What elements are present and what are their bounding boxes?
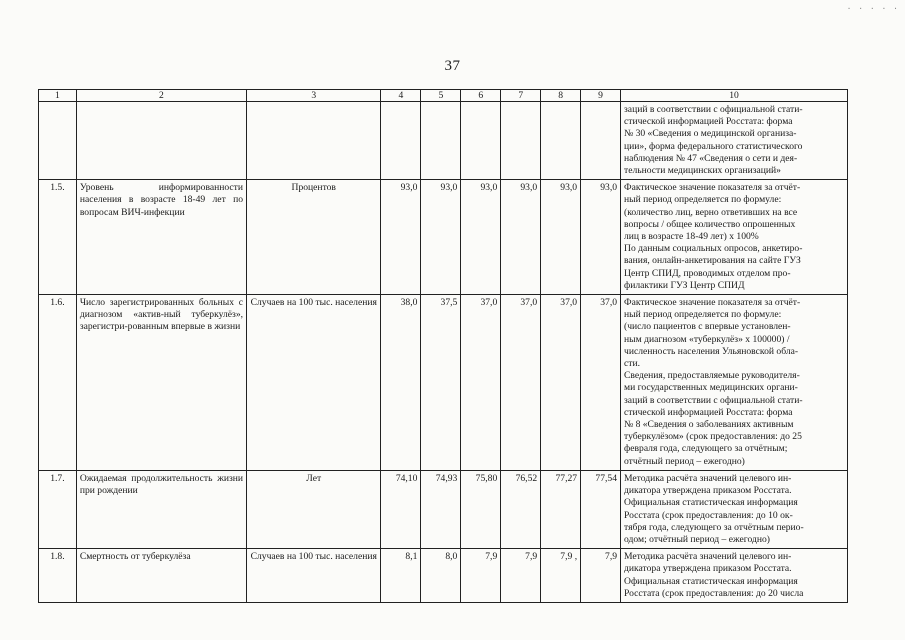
note-line: ный период определяется по формуле: (624, 309, 782, 321)
note-line: сти. (624, 358, 640, 370)
target-value: 37,0 (461, 295, 501, 471)
header-cell: 3 (247, 90, 381, 102)
header-cell: 6 (461, 90, 501, 102)
methodology-note (621, 470, 848, 548)
note-line: отчётный период – ежегодно) (624, 455, 745, 467)
note-line: ми государственных медицинских органи- (624, 382, 798, 394)
note-line: Росстата (срок предоставления: до 20 числа (624, 587, 804, 599)
header-cell: 7 (501, 90, 541, 102)
unit-of-measure: Случаев на 100 тыс. населения (247, 549, 381, 603)
note-line: стической информацией Росстата: форма (624, 406, 793, 418)
note-line: заций в соответствии с официальной стати- (624, 394, 803, 406)
target-value: 38,0 (381, 295, 421, 471)
note-line: туберкулёзом» (срок предоставления: до 25 (624, 431, 802, 443)
target-value: 75,80 (461, 470, 501, 548)
header-cell: 1 (39, 90, 77, 102)
methodology-note (621, 102, 848, 180)
note-line: дикатора утверждена приказом Росстата. (624, 563, 792, 575)
target-value: 93,0 (581, 180, 621, 295)
target-value: 93,0 (381, 180, 421, 295)
table-row (39, 102, 848, 180)
note-line: филактики ГУЗ Центр СПИД (624, 279, 745, 291)
note-line: (число пациентов с впервые установлен- (624, 321, 791, 333)
indicator-name: Смертность от туберкулёза (76, 549, 246, 603)
note-line: тября года, следующего за отчётным перио- (624, 521, 804, 533)
note-line: Методика расчёта значений целевого ин- (624, 551, 792, 563)
note-line: ный период определяется по формуле: (624, 194, 782, 206)
note-line: дикатора утверждена приказом Росстата. (624, 485, 792, 497)
methodology-note (621, 180, 848, 295)
target-value: 8,1 (381, 549, 421, 603)
note-line: ции», форма федерального статистического (624, 140, 803, 152)
note-line: одом; отчётный период – ежегодно) (624, 533, 770, 545)
indicators-table (38, 89, 848, 603)
target-value: 37,0 (541, 295, 581, 471)
header-cell: 2 (76, 90, 246, 102)
target-value (381, 102, 421, 180)
header-cell: 4 (381, 90, 421, 102)
header-row (39, 90, 848, 102)
note-line: вания, онлайн-анкетирования на сайте ГУЗ (624, 255, 801, 267)
target-value (501, 102, 541, 180)
methodology-note (621, 295, 848, 471)
target-value: 93,0 (501, 180, 541, 295)
target-value: 7,9 (501, 549, 541, 603)
unit-of-measure: Лет (247, 470, 381, 548)
target-value: 74,93 (421, 470, 461, 548)
methodology-note (621, 549, 848, 603)
row-number: 1.8. (39, 549, 77, 603)
note-line: Официальная статистическая информация (624, 497, 798, 509)
row-number: 1.7. (39, 470, 77, 548)
row-number: 1.6. (39, 295, 77, 471)
note-line: численность населения Ульяновской обла- (624, 345, 799, 357)
table-row (39, 180, 848, 295)
indicator-name: Ожидаемая продолжительность жизни при рождении (76, 470, 246, 548)
unit-of-measure (247, 102, 381, 180)
target-value: 37,5 (421, 295, 461, 471)
note-line: № 30 «Сведения о медицинской организа- (624, 128, 797, 140)
target-value: 37,0 (501, 295, 541, 471)
target-value (541, 102, 581, 180)
target-value: 7,9 , (541, 549, 581, 603)
target-value: 37,0 (581, 295, 621, 471)
note-line: Фактическое значение показателя за отчёт- (624, 182, 801, 194)
note-line: Центр СПИД, проводимых отделом про- (624, 267, 791, 279)
header-cell: 8 (541, 90, 581, 102)
table-row (39, 549, 848, 603)
note-line: вопросы / общее количество опрошенных (624, 218, 796, 230)
note-line: Фактическое значение показателя за отчёт- (624, 297, 801, 309)
note-line: По данным социальных опросов, анкетиро- (624, 243, 803, 255)
note-line: тельности медицинских организаций» (624, 165, 781, 177)
unit-of-measure: Процентов (247, 180, 381, 295)
target-value: 93,0 (461, 180, 501, 295)
table-row (39, 295, 848, 471)
target-value: 8,0 (421, 549, 461, 603)
header-cell: 10 (621, 90, 848, 102)
note-line: февраля года, следующего за отчётным; (624, 443, 788, 455)
target-value: 76,52 (501, 470, 541, 548)
target-value: 74,10 (381, 470, 421, 548)
indicator-name: Уровень информированности населения в возрасте 18-49 лет по вопросам ВИЧ-инфекции (76, 180, 246, 295)
page-number: 37 (444, 58, 461, 74)
target-value: 77,54 (581, 470, 621, 548)
indicator-name: Число зарегистрированных больных с диагнозом «актив-ный туберкулёз», зарегистри-рованным впервые в жизни (76, 295, 246, 471)
target-value: 7,9 (581, 549, 621, 603)
unit-of-measure: Случаев на 100 тыс. населения (247, 295, 381, 471)
note-line: (количество лиц, верно ответивших на все (624, 206, 798, 218)
header-cell: 9 (581, 90, 621, 102)
note-line: Росстата (срок предоставления: до 10 ок- (624, 509, 793, 521)
note-line: лиц в возрасте 18-49 лет) x 100% (624, 231, 759, 243)
note-line: наблюдения № 47 «Сведения о сети и дея- (624, 152, 798, 164)
row-number: 1.5. (39, 180, 77, 295)
target-value (581, 102, 621, 180)
header-cell: 5 (421, 90, 461, 102)
note-line: Методика расчёта значений целевого ин- (624, 472, 792, 484)
table-body (39, 102, 848, 603)
note-line: № 8 «Сведения о заболеваниях активным (624, 419, 794, 431)
target-value: 93,0 (421, 180, 461, 295)
note-line: ным диагнозом «туберкулёз» x 100000) / (624, 333, 790, 345)
indicator-name (76, 102, 246, 180)
note-line: заций в соответствии с официальной стати- (624, 104, 803, 115)
target-value: 93,0 (541, 180, 581, 295)
note-line: стической информацией Росстата: форма (624, 116, 793, 128)
note-line: Сведения, предоставляемые руководителя- (624, 370, 800, 382)
target-value: 7,9 (461, 549, 501, 603)
table-row (39, 470, 848, 548)
note-line: Официальная статистическая информация (624, 575, 798, 587)
row-number (39, 102, 77, 180)
scan-edge-mark: · · · · · (846, 4, 899, 13)
target-value (421, 102, 461, 180)
target-value: 77,27 (541, 470, 581, 548)
target-value (461, 102, 501, 180)
